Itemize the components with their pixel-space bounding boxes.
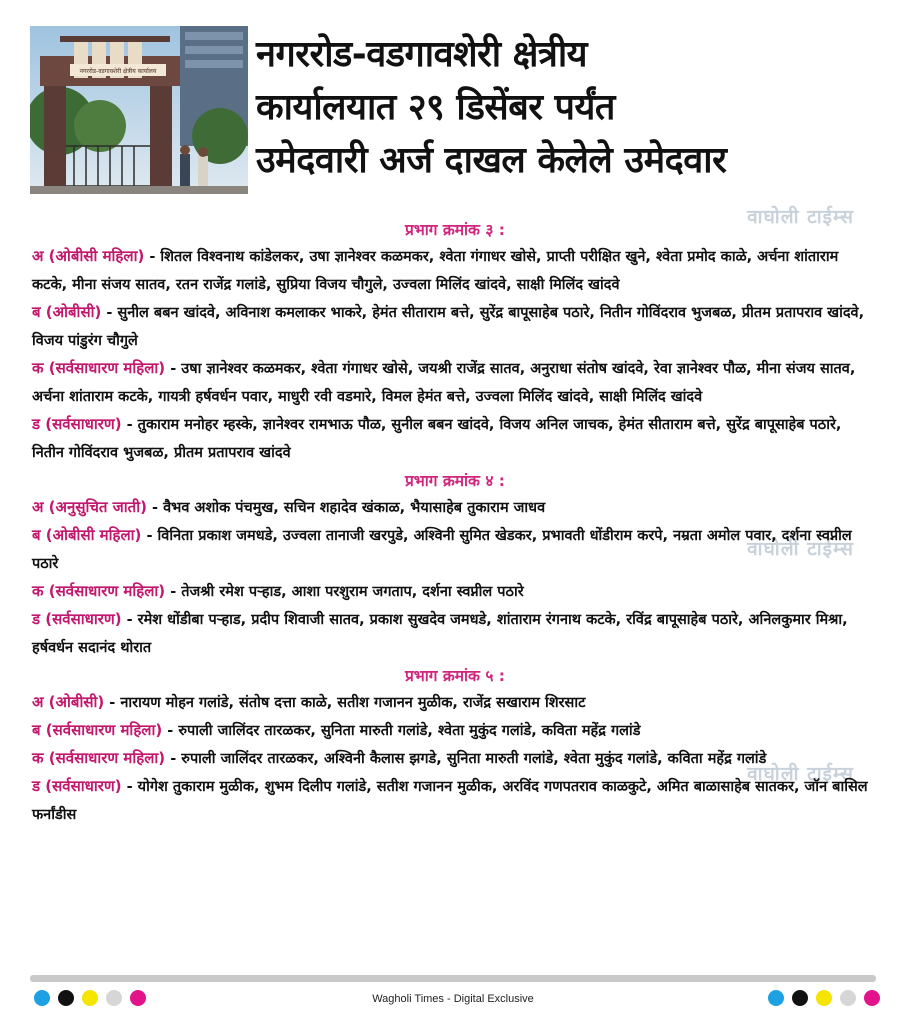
headline [256, 28, 886, 187]
watermark: वाघोली टाईम्स [747, 206, 854, 228]
list-item [32, 522, 878, 578]
candidate-names: - तेजश्री रमेश पऱ्हाड, आशा परशुराम जगताप, दर्शना स्वप्नील पठारे [165, 584, 524, 600]
watermark: वाघोली टाईम्स [747, 538, 854, 560]
footer-divider [30, 975, 876, 982]
category-label: क (सर्वसाधारण महिला) [32, 749, 166, 767]
category-label: ड (सर्वसाधारण) [32, 610, 122, 628]
list-item [32, 717, 878, 745]
category-label: अ (ओबीसी) [32, 693, 105, 711]
list-item [32, 745, 878, 773]
candidate-names: - तुकाराम मनोहर म्हस्के, ज्ञानेश्वर रामभाऊ पौळ, सुनील बबन खांदवे, विजय अनिल जाचक, हेमंत सीताराम बत्ते, सुरेंद्र बापूसाहेब पठारे, नितीन गोविंदराव भुजबळ, प्रीतम प्रतापराव खांदवे [32, 417, 842, 461]
headline-line-3: उमेदवारी अर्ज दाखल केलेले उमेदवार [256, 140, 727, 181]
candidate-names: - विनिता प्रकाश जमधडे, उज्वला तानाजी खरपुडे, अश्विनी सुमित खेडकर, प्रभावती धोंडीराम करपे, नम्रता अमोल पवार, दर्शना स्वप्नील पठारे [32, 528, 852, 572]
ward-title: प्रभाग क्रमांक ५ : [405, 667, 505, 685]
category-label: ड (सर्वसाधारण) [32, 415, 122, 433]
list-item [32, 355, 878, 411]
category-label: ब (ओबीसी महिला) [32, 526, 142, 544]
gate-sign-text: नगररोड-वडगावशेरी क्षेत्रीय कार्यालय [79, 68, 157, 75]
watermark: वाघोली टाईम्स [747, 763, 854, 785]
color-dots-right [768, 990, 880, 1006]
office-gate-photo [30, 26, 248, 194]
ward-title: प्रभाग क्रमांक ३ : [405, 221, 505, 239]
category-label: अ (ओबीसी महिला) [32, 247, 145, 265]
candidate-names: - रुपाली जालिंदर तारळकर, अश्विनी कैलास झगडे, सुनिता मारुती गलांडे, श्वेता मुकुंद गलांडे, कविता महेंद्र गलांडे [165, 751, 767, 767]
color-dot [840, 990, 856, 1006]
category-label: ब (ओबीसी) [32, 303, 102, 321]
candidate-names: - सुनील बबन खांदवे, अविनाश कमलाकर भाकरे, हेमंत सीताराम बत्ते, सुरेंद्र बापूसाहेब पठारे, नितीन गोविंदराव भुजबळ, प्रीतम प्रतापराव खांदवे, विजय पांडुरंग चौगुले [32, 305, 865, 349]
color-dot [864, 990, 880, 1006]
list-item [32, 606, 878, 662]
list-item [32, 578, 878, 606]
category-label: ब (सर्वसाधारण महिला) [32, 721, 163, 739]
list-item [32, 773, 878, 829]
list-item [32, 299, 878, 355]
candidate-names: - रुपाली जालिंदर तारळकर, सुनिता मारुती गलांडे, श्वेता मुकुंद गलांडे, कविता महेंद्र गलांडे [162, 723, 641, 739]
color-dot [768, 990, 784, 1006]
candidate-names: - नारायण मोहन गलांडे, संतोष दत्ता काळे, सतीश गजानन मुळीक, राजेंद्र सखाराम शिरसाट [104, 695, 586, 711]
color-dot [816, 990, 832, 1006]
headline-line-1: नगररोड-वडगावशेरी क्षेत्रीय [256, 34, 588, 75]
office-gate-illustration [30, 26, 248, 194]
list-item [32, 689, 878, 717]
category-label: क (सर्वसाधारण महिला) [32, 359, 166, 377]
candidate-names: - उषा ज्ञानेश्वर कळमकर, श्वेता गंगाधर खोसे, जयश्री राजेंद्र सातव, अनुराधा संतोष खांदवे, रेवा ज्ञानेश्वर पौळ, मीना संजय सातव, अर्चना शांताराम कटके, गायत्री हर्षवर्धन पवार, माधुरी रवी वडमारे, विमल हेमंत बत्ते, उज्वला मिलिंद खांदवे, साक्षी मिलिंद खांदवे [32, 361, 856, 405]
headline-line-2: कार्यालयात २९ डिसेंबर पर्यंत [256, 87, 615, 128]
ward-title: प्रभाग क्रमांक ४ : [405, 472, 505, 490]
candidate-names: - वैभव अशोक पंचमुख, सचिन शहादेव खंकाळ, भैयासाहेब तुकाराम जाधव [146, 500, 546, 516]
candidate-names: - योगेश तुकाराम मुळीक, शुभम दिलीप गलांडे, सतीश गजानन मुळीक, अरविंद गणपतराव काळकुटे, अमित बाळासाहेब सातकर, जॉन बासिल फर्नांडीस [32, 779, 868, 823]
list-item [32, 411, 878, 467]
candidate-list [32, 216, 878, 829]
candidate-names: - शितल विश्वनाथ कांडेलकर, उषा ज्ञानेश्वर कळमकर, श्वेता गंगाधर खोसे, प्राप्ती परीक्षित खुने, श्वेता प्रमोद काळे, अर्चना शांताराम कटके, मीना संजय सातव, रतन राजेंद्र गलांडे, सुप्रिया विजय चौगुले, उज्वला मिलिंद खांदवे, साक्षी मिलिंद खांदवे [32, 249, 839, 293]
candidate-names: - रमेश धोंडीबा पऱ्हाड, प्रदीप शिवाजी सातव, प्रकाश सुखदेव जमधडे, शांताराम रंगनाथ कटके, रविंद्र बापूसाहेब पठारे, अनिलकुमार मिश्रा, हर्षवर्धन सदानंद थोरात [32, 612, 848, 656]
category-label: क (सर्वसाधारण महिला) [32, 582, 166, 600]
category-label: ड (सर्वसाधारण) [32, 777, 122, 795]
list-item [32, 243, 878, 299]
footer-text: Wagholi Times - Digital Exclusive [372, 993, 534, 1005]
category-label: अ (अनुसुचित जाती) [32, 498, 147, 516]
color-dot [792, 990, 808, 1006]
list-item [32, 494, 878, 522]
